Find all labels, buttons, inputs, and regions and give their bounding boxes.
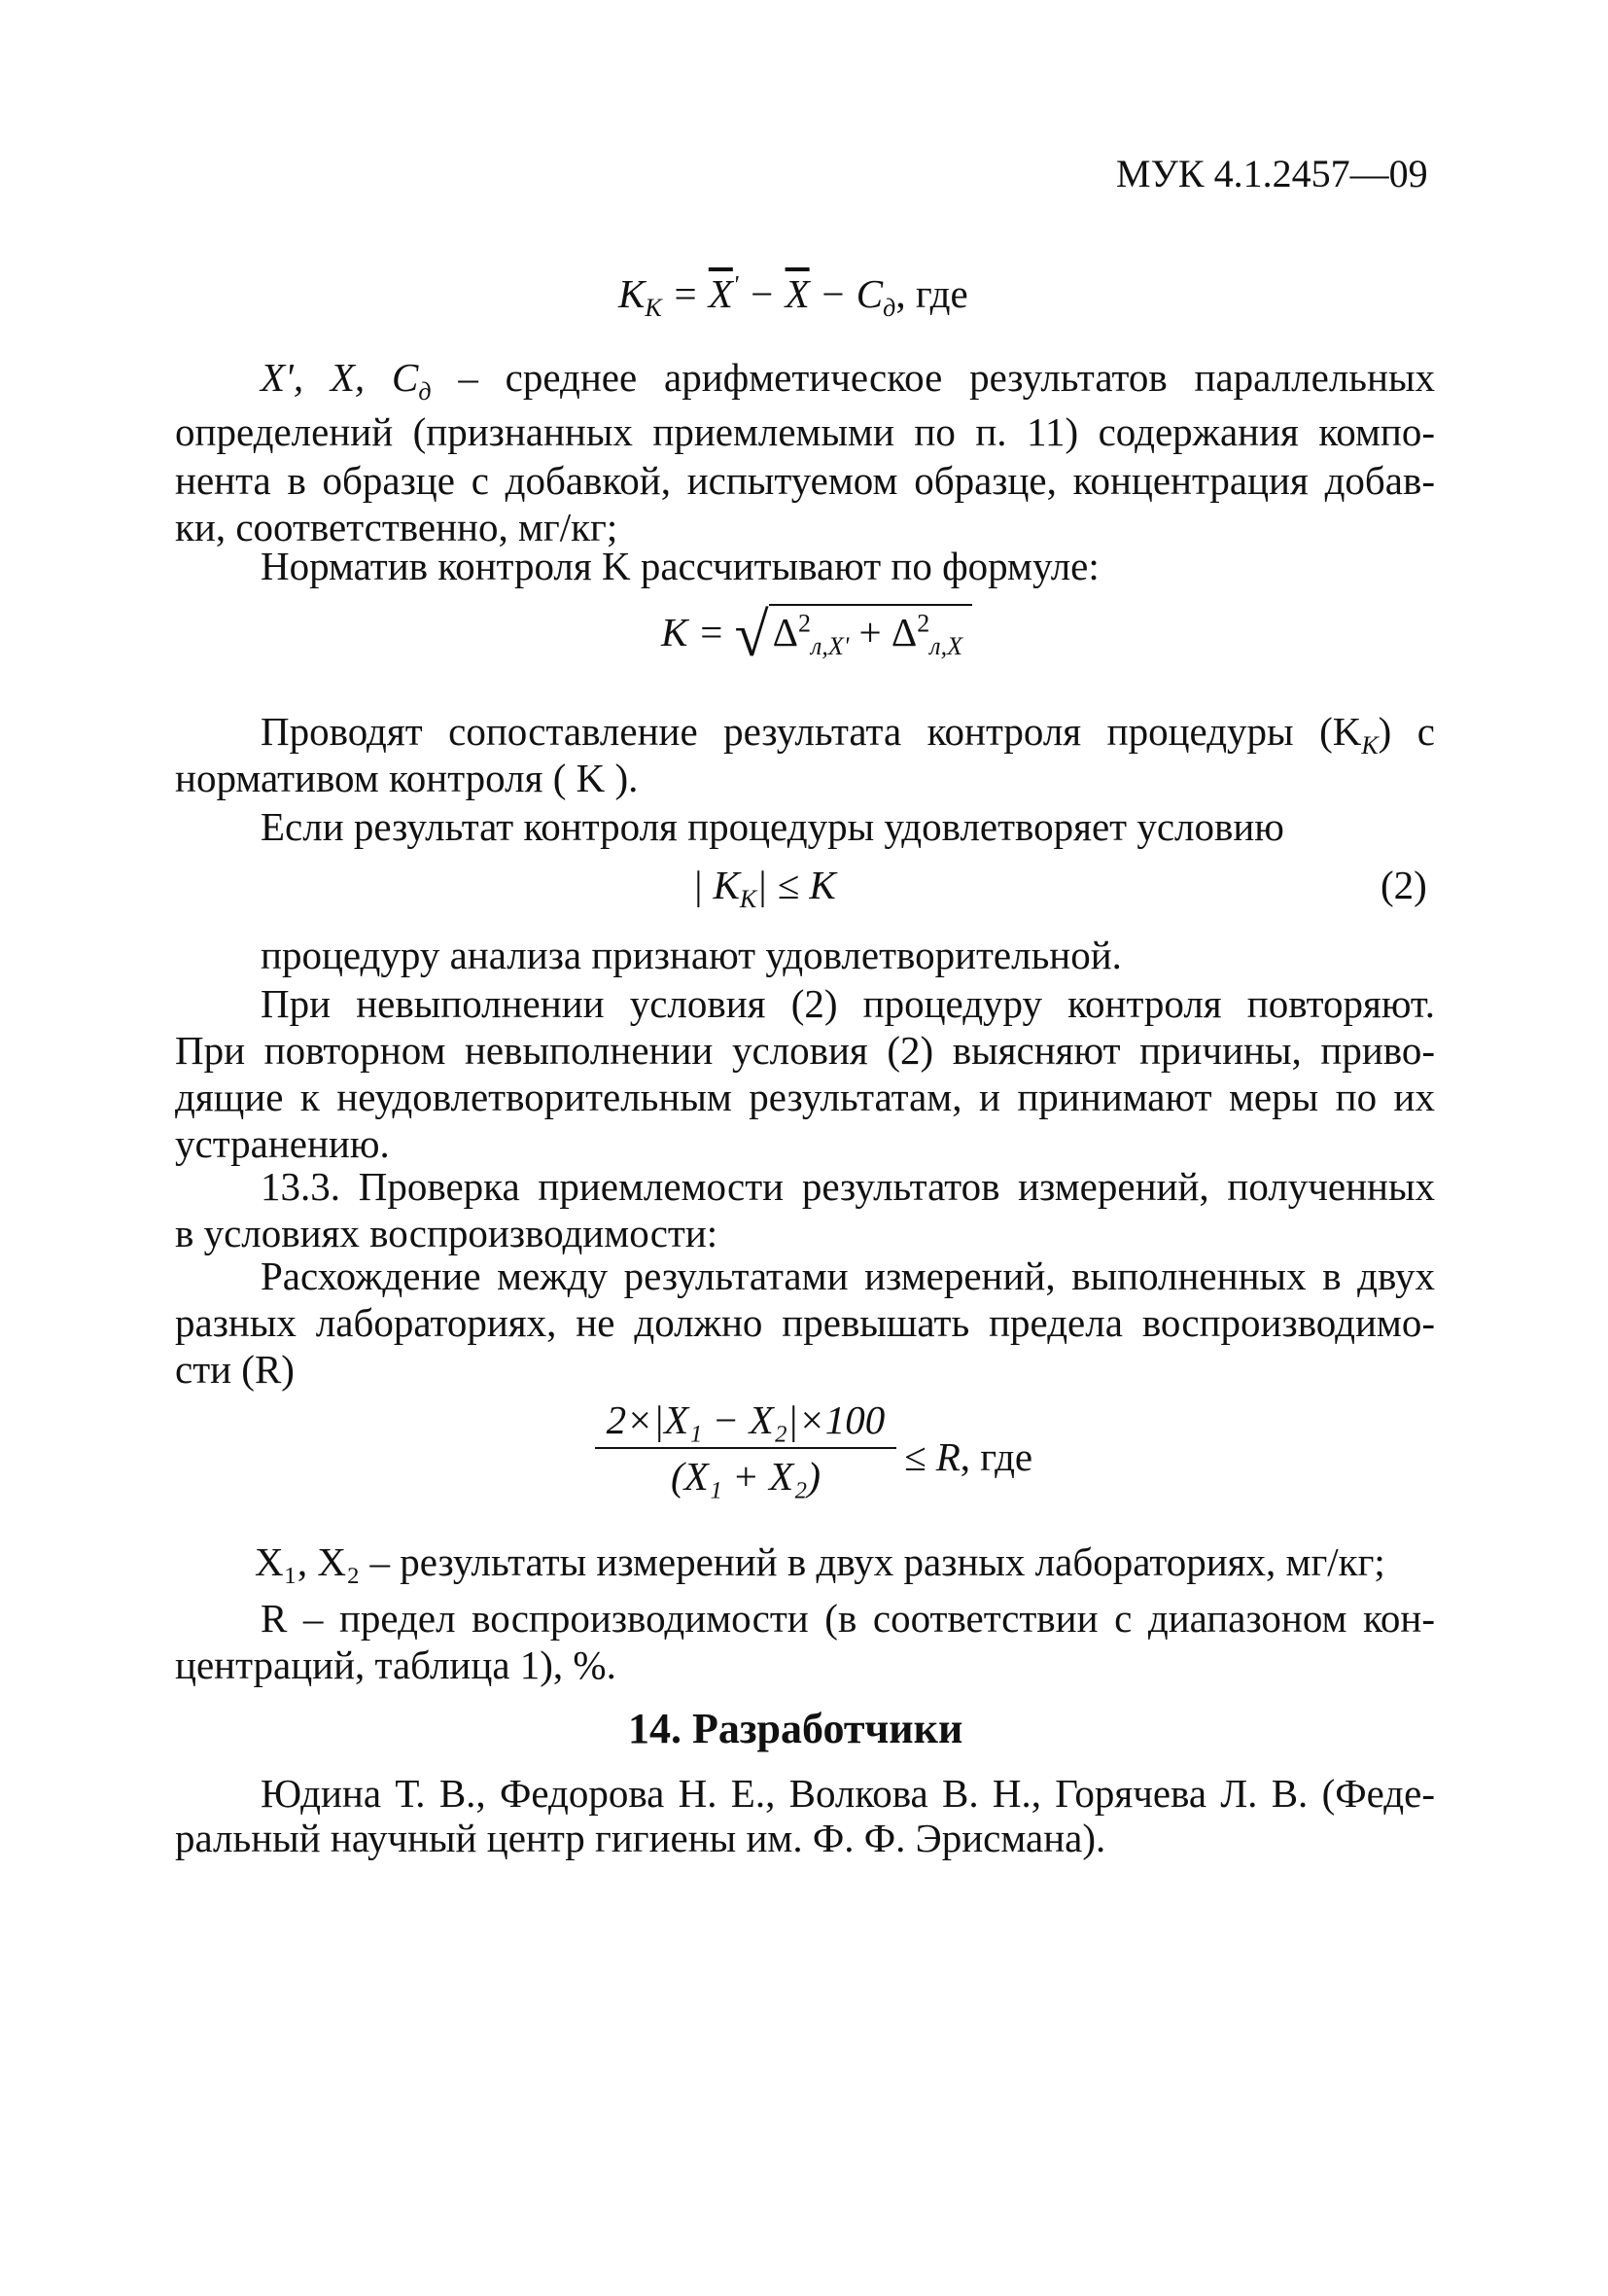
norm-line: Норматив контроля K рассчитывают по формуле: xyxy=(261,544,1100,588)
r-definition-line-1: R – предел воспроизводимости (в соответствии с диапазоном кон- xyxy=(261,1596,1435,1641)
repro-tail: , где xyxy=(960,1434,1033,1479)
condition-2 xyxy=(692,862,836,914)
compare-line-1 xyxy=(261,708,1435,760)
kk-c-sub: д xyxy=(883,294,896,323)
compare-line-2: нормативом контроля ( K ). xyxy=(175,756,639,800)
repro-numerator: 2×|X₁ − X₂|×100 xyxy=(595,1396,896,1449)
sqrt-sign: √ xyxy=(734,600,769,669)
repro-rhs-text: ≤ R xyxy=(904,1434,961,1479)
r-definition-line-2: центраций, таблица 1), %. xyxy=(175,1643,616,1687)
def-symbols-sub: д xyxy=(418,377,432,406)
cond2-right: | ≤ K xyxy=(756,863,836,907)
difference-line-1: Расхождение между результатами измерений, выполненных в двух xyxy=(261,1254,1435,1298)
section-14-title: 14. Разработчики xyxy=(628,1705,963,1752)
k-d2-sub: л,X xyxy=(929,632,963,661)
developers-line-2: ральный научный центр гигиены им. Ф. Ф. Эрисмана). xyxy=(175,1816,1106,1860)
compare-line-1-text: Проводят сопоставление результата контроля процедуры (K xyxy=(261,709,1362,754)
definition-line-4: ки, соответственно, мг/кг; xyxy=(175,505,618,549)
compare-line-1-end: ) с xyxy=(1378,709,1435,754)
section-13-3-line-1: 13.3. Проверка приемлемости результатов измерений, полученных xyxy=(261,1164,1435,1209)
k-d2: Δ xyxy=(891,610,918,654)
repro-rhs xyxy=(904,1433,1032,1480)
kk-lhs: K xyxy=(618,271,646,316)
def-symbols: X', X, C xyxy=(261,355,419,400)
k-plus: + xyxy=(849,610,891,654)
k-lhs: K = xyxy=(661,610,735,654)
fail-line-1: При невыполнении условия (2) процедуру контроля повторяют. xyxy=(261,981,1435,1026)
cond2-sub: К xyxy=(739,885,757,914)
fail-line-3: дящие к неудовлетворительным результатам, и принимают меры по их xyxy=(175,1075,1435,1119)
section-13-3-line-2: в условиях воспроизводимости: xyxy=(175,1211,718,1255)
kk-x2: $\overline{X}$ xyxy=(785,271,810,316)
formula-k xyxy=(661,600,972,669)
difference-line-3: сти (R) xyxy=(175,1347,295,1392)
k-d1-sup: 2 xyxy=(798,609,812,638)
document-number: МУК 4.1.2457—09 xyxy=(1116,152,1428,195)
repro-denominator: (X₁ + X₂) xyxy=(670,1454,821,1499)
fail-line-4: устранению. xyxy=(175,1121,390,1166)
kk-x1-sup: ' xyxy=(732,270,739,300)
kk-tail: , где xyxy=(895,271,968,316)
k-d1-sub: л,X' xyxy=(811,632,850,661)
def-line1-rest: – среднее арифметическое результатов параллельных xyxy=(431,355,1435,400)
definition-line-2: определений (признанных приемлемыми по п. 11) содержания компо- xyxy=(175,409,1435,454)
kk-lhs-sub: К xyxy=(645,294,662,323)
cond2-left: | K xyxy=(692,863,740,907)
kk-eq: = xyxy=(661,271,709,316)
definition-line-1 xyxy=(261,354,1435,406)
satisfactory-line: процедуру анализа признают удовлетворительной. xyxy=(261,933,1122,977)
repro-fraction xyxy=(595,1396,896,1500)
kk-x1: $\overline{X}$ xyxy=(708,271,733,316)
k-d1: Δ xyxy=(772,610,799,654)
formula-kk xyxy=(618,270,968,323)
condition-2-number: (2) xyxy=(1381,863,1427,907)
sqrt-radicand xyxy=(769,604,972,661)
developers-line-1: Юдина Т. В., Федорова Н. Е., Волкова В. Н., Горячева Л. В. (Феде- xyxy=(261,1771,1435,1816)
fail-line-2: При повторном невыполнении условия (2) выясняют причины, приво- xyxy=(175,1028,1435,1073)
k-d2-sup: 2 xyxy=(917,609,930,638)
x12-definition: X₁, X₂ – результаты измерений в двух разных лабораториях, мг/кг; xyxy=(255,1539,1385,1584)
definition-line-3: нента в образце с добавкой, испытуемом образце, концентрация добав- xyxy=(175,458,1435,503)
kk-minus2: − xyxy=(809,271,856,316)
difference-line-2: разных лабораториях, не должно превышать предела воспроизводимо- xyxy=(175,1300,1435,1345)
if-line: Если результат контроля процедуры удовлетворяет условию xyxy=(261,804,1284,849)
compare-line-1-sub: К xyxy=(1361,731,1379,760)
kk-c: C xyxy=(856,271,884,316)
kk-minus1: − xyxy=(738,271,786,316)
